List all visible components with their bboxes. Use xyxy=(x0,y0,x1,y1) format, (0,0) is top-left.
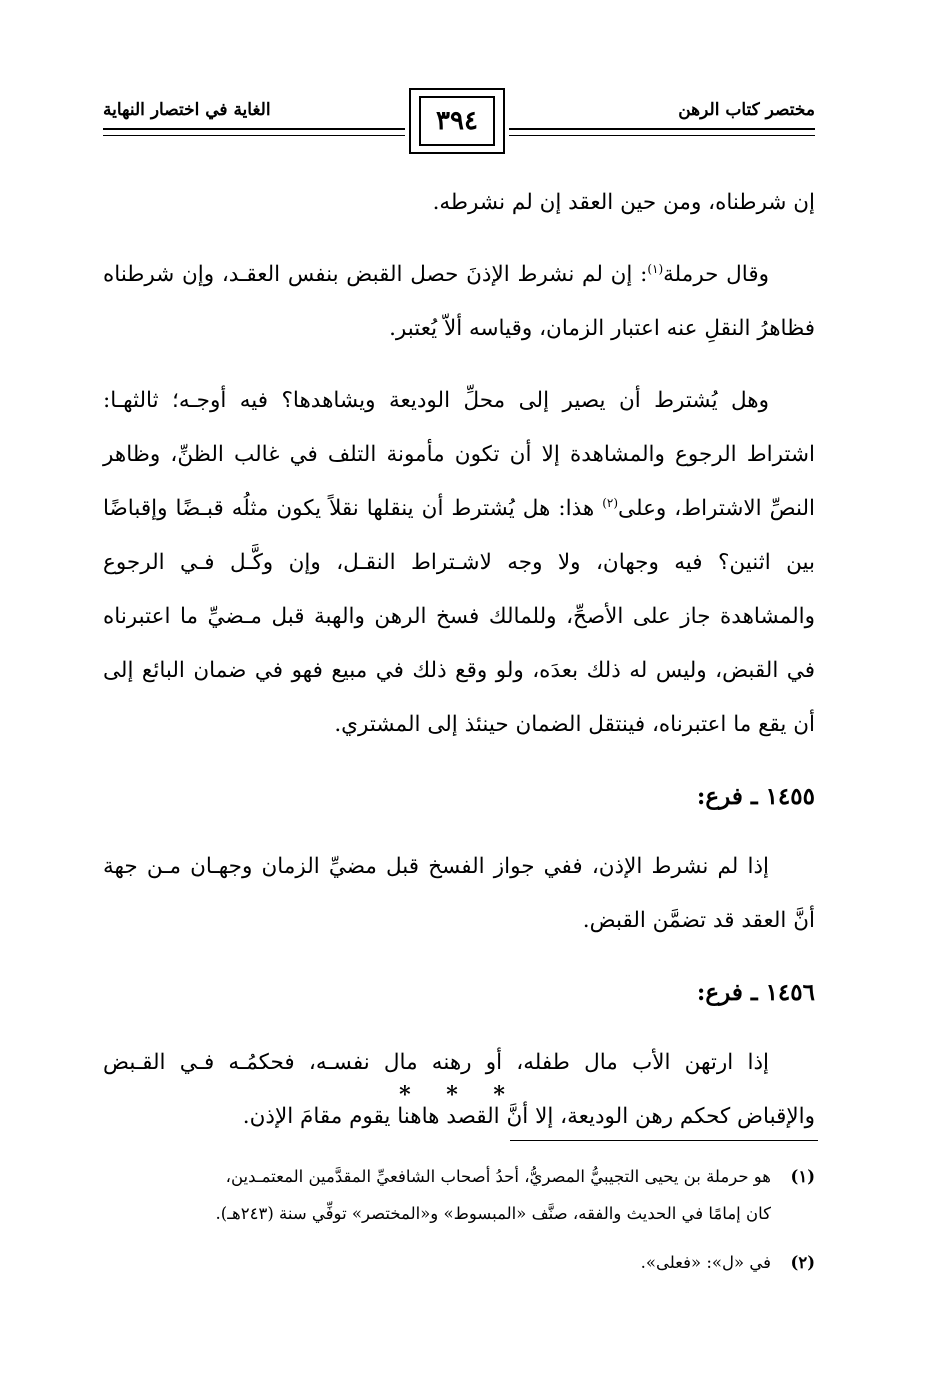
header-rule-left-bottom xyxy=(103,135,405,136)
section-separator: * * * xyxy=(399,1082,519,1108)
paragraph-text: وقال حرملة xyxy=(663,262,770,287)
footnote-1-continuation: كان إمامًا في الحديث والفقه، صنَّف «المبسوط» و«المختصر» توفِّي سنة (٢٤٣هـ). xyxy=(215,1204,771,1223)
chapter-title: مختصر كتاب الرهن xyxy=(678,100,815,120)
header-rule-left-top xyxy=(103,128,405,130)
branch-heading-1456: ١٤٥٦ ـ فرع: xyxy=(696,979,815,1006)
paragraph-text: : إن لم نشرط الإذنَ حصل القبض بنفس العقـد، وإن شرطناه فظاهرُ النقلِ عنه اعتبار الزمان، وقياسه ألاّ يُعتبر. xyxy=(103,262,815,341)
branch-heading-1455: ١٤٥٥ ـ فرع: xyxy=(696,783,815,810)
page-number: ٣٩٤ xyxy=(419,96,495,146)
paragraph-wadia xyxy=(103,374,815,752)
footnotes xyxy=(103,1158,815,1281)
footnote-number: (١) xyxy=(790,1167,815,1186)
paragraph-branch-1456: إذا ارتهن الأب مال طفله، أو رهنه مال نفسـه، فحكمُـه فـي القـبض والإقباض كحكم رهن الوديعة، إلا أنَّ القصد هاهنا يقوم مقامَ الإذن. xyxy=(103,1050,815,1129)
paragraph-branch-1455: إذا لم نشرط الإذن، ففي جواز الفسخ قبل مضيِّ الزمان وجهـان مـن جهة أنَّ العقد قد تضمَّن القبض. xyxy=(103,854,815,933)
footnote-ref-1: (١) xyxy=(647,261,664,276)
paragraph-harmala xyxy=(103,248,815,356)
footnote-text: هو حرملة بن يحيى التجيبيُّ المصريُّ، أحدُ أصحاب الشافعيِّ المقدَّمين المعتمـدين، xyxy=(225,1167,771,1186)
footnote-2 xyxy=(103,1244,815,1281)
main-text xyxy=(103,176,815,1144)
header-rule-right-top xyxy=(509,128,815,130)
footnote-1 xyxy=(103,1158,815,1195)
footnote-text: في «ل»: «فعلى». xyxy=(640,1253,771,1272)
footnote-number: (٢) xyxy=(790,1253,815,1272)
running-header xyxy=(103,82,815,162)
book-title: الغاية في اختصار النهاية xyxy=(103,100,271,120)
paragraph-text: هذا: هل يُشترط أن ينقلها نقلاً يكون مثلُه قبـضًا وإقباضًا بين اثنين؟ فيه وجهان، ولا وجه لاشـتراط النقـل، وإن وكَّـل فـي الرجوع والمشاهدة جاز على الأصحِّ، وللمالك فسخ الرهن والهبة قبل مـضيِّ ما اعتبرناه في القبض، وليس له ذلك بعدَه، ولو وقع ذلك في مبيع فهو في ضمان البائع إلى أن يقع ما اعتبرناه، فينتقل الضمان حينئذ إلى المشتري. xyxy=(103,496,815,737)
header-rule-right-bottom xyxy=(509,135,815,136)
paragraph-text: وهل يُشترط أن يصير إلى محلِّ الوديعة ويشاهدها؟ فيه أوجـه؛ ثالثهـا: اشتراط الرجوع والمشاهدة إلا أن تكون مأمونة التلف في غالب الظنِّ، وظاهر النصِّ الاشتراط، وعلى xyxy=(103,388,815,521)
page-number-frame xyxy=(409,88,505,154)
footnote-rule xyxy=(510,1140,818,1141)
footnote-ref-2: (٢) xyxy=(602,495,619,510)
paragraph-continuation: إن شرطناه، ومن حين العقد إن لم نشرطه. xyxy=(432,190,815,215)
